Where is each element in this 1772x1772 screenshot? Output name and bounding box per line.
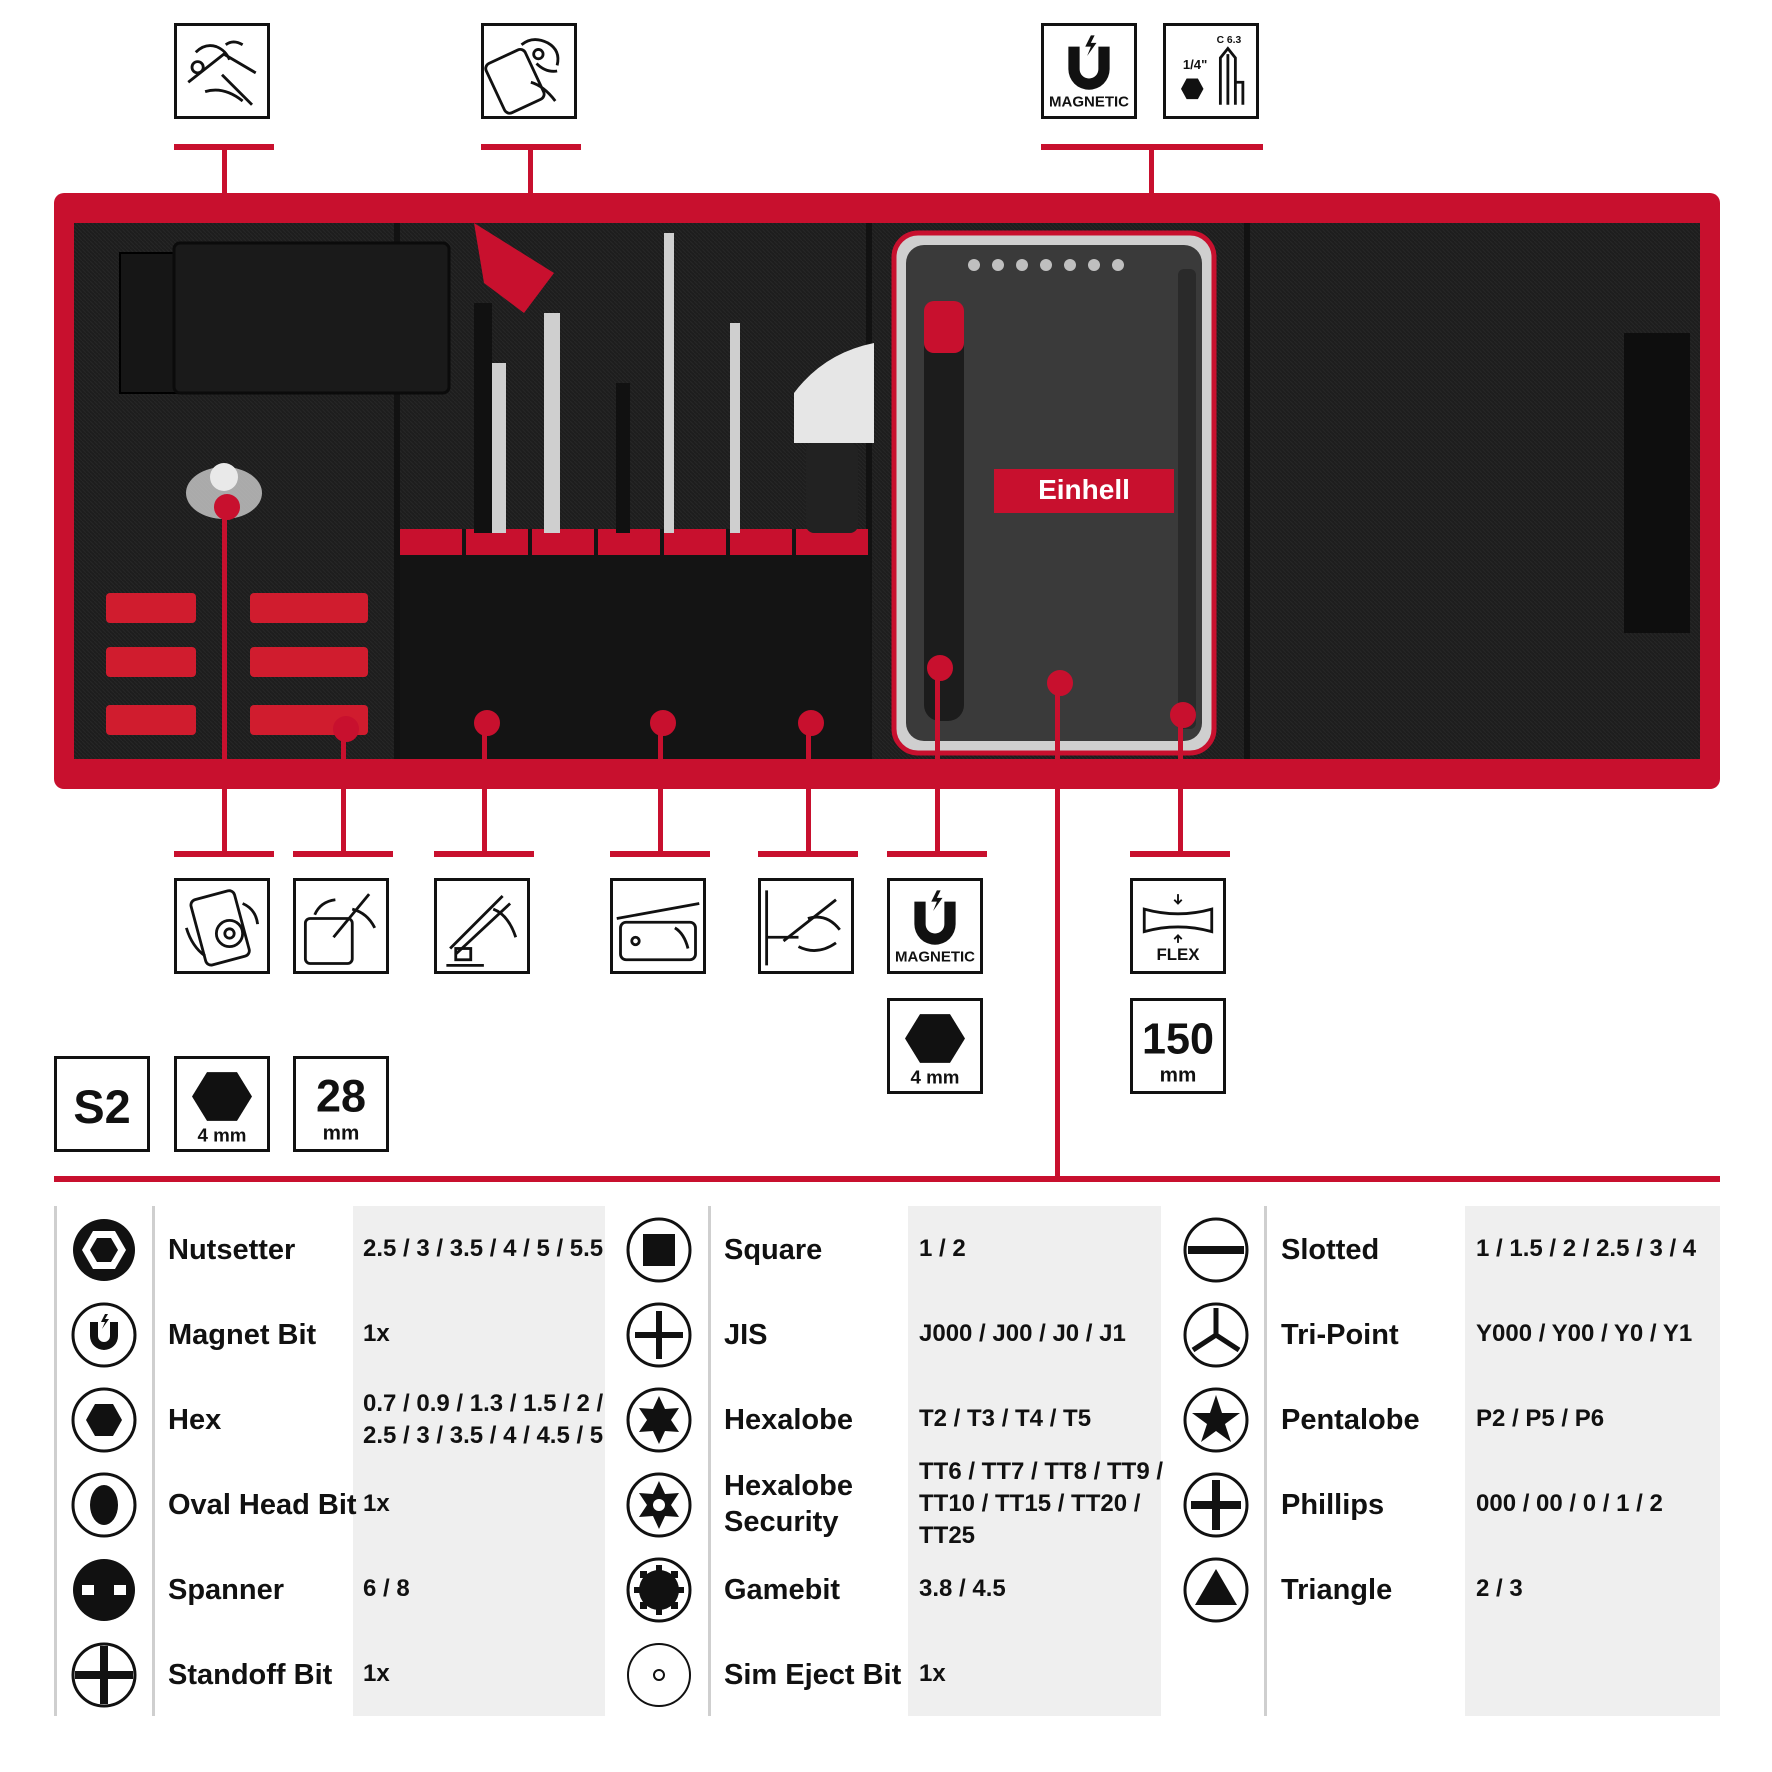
svg-text:FLEX: FLEX xyxy=(1156,944,1200,964)
bit-name: Triangle xyxy=(1281,1574,1393,1606)
connector-line xyxy=(806,720,811,856)
bit-sizes: 000 / 00 / 0 / 1 / 2 xyxy=(1476,1490,1663,1517)
connector-line xyxy=(222,504,227,856)
bit-sizes: J000 / J00 / J0 / J1 xyxy=(919,1320,1126,1347)
connector-line xyxy=(1178,712,1183,856)
svg-text:MAGNETIC: MAGNETIC xyxy=(895,948,975,966)
bit-sizes: 1x xyxy=(919,1660,946,1687)
connector-dot xyxy=(650,710,676,736)
bit-sizes: 1x xyxy=(363,1490,390,1517)
bit-name: Standoff Bit xyxy=(168,1659,333,1691)
nutsetter-icon xyxy=(71,1217,137,1283)
svg-text:MAGNETIC: MAGNETIC xyxy=(1049,93,1129,111)
spudger-icon xyxy=(610,878,706,974)
bit-sizes: 1x xyxy=(363,1660,390,1687)
svg-text:150: 150 xyxy=(1142,1015,1214,1064)
svg-text:4 mm: 4 mm xyxy=(910,1066,960,1088)
bit-sizes: Y000 / Y00 / Y0 / Y1 xyxy=(1476,1320,1693,1347)
bit-sizes: TT25 xyxy=(919,1522,976,1549)
tri-point-icon xyxy=(1183,1302,1249,1368)
spanner-icon xyxy=(71,1557,137,1623)
bit-name: Oval Head Bit xyxy=(168,1489,357,1521)
bit-hex-spec xyxy=(174,1056,270,1152)
bit-name: Nutsetter xyxy=(168,1234,296,1266)
svg-text:S2: S2 xyxy=(73,1080,131,1133)
sim-eject-icon xyxy=(626,1642,692,1708)
tool-kit-illustration xyxy=(54,193,1720,789)
screen-separation-icon xyxy=(481,23,577,119)
bit-sizes: 2.5 / 3 / 3.5 / 4 / 5 / 5.5 xyxy=(363,1235,604,1262)
magnet-bit-icon xyxy=(71,1302,137,1368)
bit-sizes: TT6 / TT7 / TT8 / TT9 / xyxy=(919,1458,1164,1485)
slotted-icon xyxy=(1183,1217,1249,1283)
connector-bar xyxy=(434,851,534,857)
bit-name: Spanner xyxy=(168,1574,285,1606)
svg-text:C 6.3: C 6.3 xyxy=(1216,34,1242,46)
bit-sizes: 6 / 8 xyxy=(363,1575,410,1602)
bit-name: Hex xyxy=(168,1404,222,1436)
column-divider xyxy=(708,1206,711,1716)
connector-bar xyxy=(293,851,393,857)
bit-sizes: T2 / T3 / T4 / T5 xyxy=(919,1405,1092,1432)
svg-text:1/4": 1/4" xyxy=(1182,57,1208,73)
bit-length-spec xyxy=(293,1056,389,1152)
connector-dot xyxy=(214,494,240,520)
connector-bar xyxy=(174,851,274,857)
phillips-icon xyxy=(1183,1472,1249,1538)
battery-opening-icon xyxy=(174,23,270,119)
value-column-bg xyxy=(353,1206,605,1716)
bit-name: Security xyxy=(724,1506,839,1538)
handle-hex-spec xyxy=(887,998,983,1094)
column-divider xyxy=(152,1206,155,1716)
bit-name: Sim Eject Bit xyxy=(724,1659,902,1691)
oval-head-icon xyxy=(71,1472,137,1538)
gamebit-icon xyxy=(626,1557,692,1623)
connector-dot xyxy=(474,710,500,736)
suction-cup-icon xyxy=(174,878,270,974)
connector-dot xyxy=(333,716,359,742)
bit-name: Square xyxy=(724,1234,823,1266)
connector-bar xyxy=(758,851,858,857)
magnetic-icon xyxy=(1041,23,1137,119)
svg-text:mm: mm xyxy=(322,1121,360,1145)
bit-name: Hexalobe xyxy=(724,1470,853,1502)
pentalobe-icon xyxy=(1183,1387,1249,1453)
svg-text:28: 28 xyxy=(315,1070,367,1122)
svg-text:Einhell: Einhell xyxy=(1038,474,1130,505)
bit-sizes: 0.7 / 0.9 / 1.3 / 1.5 / 2 / xyxy=(363,1390,604,1417)
bit-name: Slotted xyxy=(1281,1234,1380,1266)
column-divider xyxy=(1264,1206,1267,1716)
opening-pick-icon xyxy=(758,878,854,974)
svg-text:mm: mm xyxy=(1159,1063,1197,1087)
jis-icon xyxy=(626,1302,692,1368)
connector-line xyxy=(1055,680,1060,1176)
triangle-icon xyxy=(1183,1557,1249,1623)
connector-bar xyxy=(610,851,710,857)
tool-kit-case xyxy=(54,193,1720,789)
connector-dot xyxy=(927,655,953,681)
connector-dot xyxy=(798,710,824,736)
bit-name: Pentalobe xyxy=(1281,1404,1420,1436)
hex-icon xyxy=(71,1387,137,1453)
hexalobe-security-icon xyxy=(626,1472,692,1538)
bit-sizes: P2 / P5 / P6 xyxy=(1476,1405,1605,1432)
table-top-rule xyxy=(54,1176,1720,1182)
bit-name: Gamebit xyxy=(724,1574,841,1606)
column-divider xyxy=(54,1206,57,1716)
svg-text:4 mm: 4 mm xyxy=(197,1124,247,1146)
connector-dot xyxy=(1170,702,1196,728)
bit-sizes: 3.8 / 4.5 xyxy=(919,1575,1006,1602)
value-column-bg xyxy=(1465,1206,1720,1716)
bit-sizes: 1 / 2 xyxy=(919,1235,966,1262)
magnetic-icon xyxy=(887,878,983,974)
connector-line xyxy=(935,665,940,856)
connector-bar xyxy=(1130,851,1230,857)
bit-sizes: 1 / 1.5 / 2 / 2.5 / 3 / 4 xyxy=(1476,1235,1697,1262)
bit-sizes: 2.5 / 3 / 3.5 / 4 / 4.5 / 5 xyxy=(363,1422,604,1449)
bit-shank-icon xyxy=(1163,23,1259,119)
square-icon xyxy=(626,1217,692,1283)
connector-line xyxy=(341,726,346,856)
standoff-icon xyxy=(71,1642,137,1708)
bit-name: JIS xyxy=(724,1319,768,1351)
pry-tool-icon xyxy=(293,878,389,974)
connector-line xyxy=(482,720,487,856)
connector-line xyxy=(658,720,663,856)
flex-length-spec xyxy=(1130,998,1226,1094)
tweezers-icon xyxy=(434,878,530,974)
bit-name: Phillips xyxy=(1281,1489,1385,1521)
bit-name: Hexalobe xyxy=(724,1404,853,1436)
hexalobe-icon xyxy=(626,1387,692,1453)
bit-sizes: 2 / 3 xyxy=(1476,1575,1523,1602)
flex-icon xyxy=(1130,878,1226,974)
bit-sizes: 1x xyxy=(363,1320,390,1347)
s2-steel-spec xyxy=(54,1056,150,1152)
bit-name: Tri-Point xyxy=(1281,1319,1399,1351)
bit-sizes: TT10 / TT15 / TT20 / xyxy=(919,1490,1141,1517)
connector-bar xyxy=(887,851,987,857)
bit-name: Magnet Bit xyxy=(168,1319,317,1351)
connector-dot xyxy=(1047,670,1073,696)
